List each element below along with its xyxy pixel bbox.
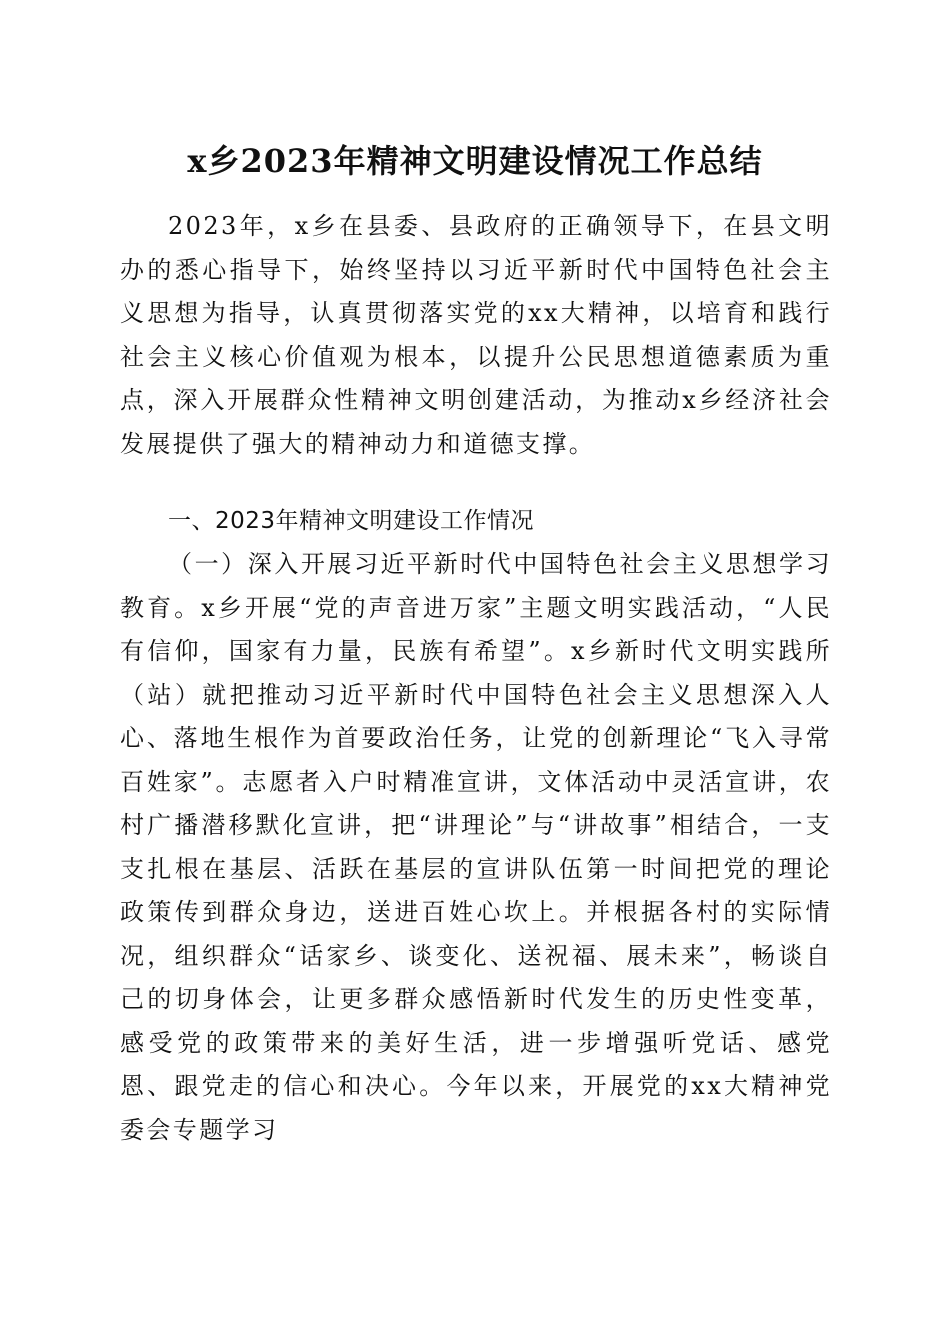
intro-paragraph: 2023年，x乡在县委、县政府的正确领导下，在县文明办的悉心指导下，始终坚持以习近平新时代中国特色社会主义思想为指导，认真贯彻落实党的xx大精神，以培育和践行社会主义核心价值观为根本，以提升公民思想道德素质为重点，深入开展群众性精神文明创建活动，为推动x乡经济社会发展提供了强大的精神动力和道德支撑。	[120, 212, 832, 458]
document-title: x乡2023年精神文明建设情况工作总结	[187, 142, 763, 180]
subsection-paragraph	[120, 543, 832, 1152]
subsection-heading: （一）深入开展习近平新时代中国特色社会主义思想学习教育。	[120, 550, 832, 622]
subsection-body: x乡开展“党的声音进万家”主题文明实践活动，“人民有信仰，国家有力量，民族有希望”。x乡新时代文明实践所（站）就把推动习近平新时代中国特色社会主义思想深入人心、落地生根作为首要政治任务，让党的创新理论“飞入寻常百姓家”。志愿者入户时精准宣讲，文体活动中灵活宣讲，农村广播潜移默化宣讲，把“讲理论”与“讲故事”相结合，一支支扎根在基层、活跃在基层的宣讲队伍第一时间把党的理论政策传到群众身边，送进百姓心坎上。并根据各村的实际情况，组织群众“话家乡、谈变化、送祝福、展未来”，畅谈自己的切身体会，让更多群众感悟新时代发生的历史性变革，感受党的政策带来的美好生活，进一步增强听党话、感党恩、跟党走的信心和决心。今年以来，开展党的xx大精神党委会专题学习	[120, 593, 833, 1144]
section-heading: 一、2023年精神文明建设工作情况	[168, 508, 535, 534]
